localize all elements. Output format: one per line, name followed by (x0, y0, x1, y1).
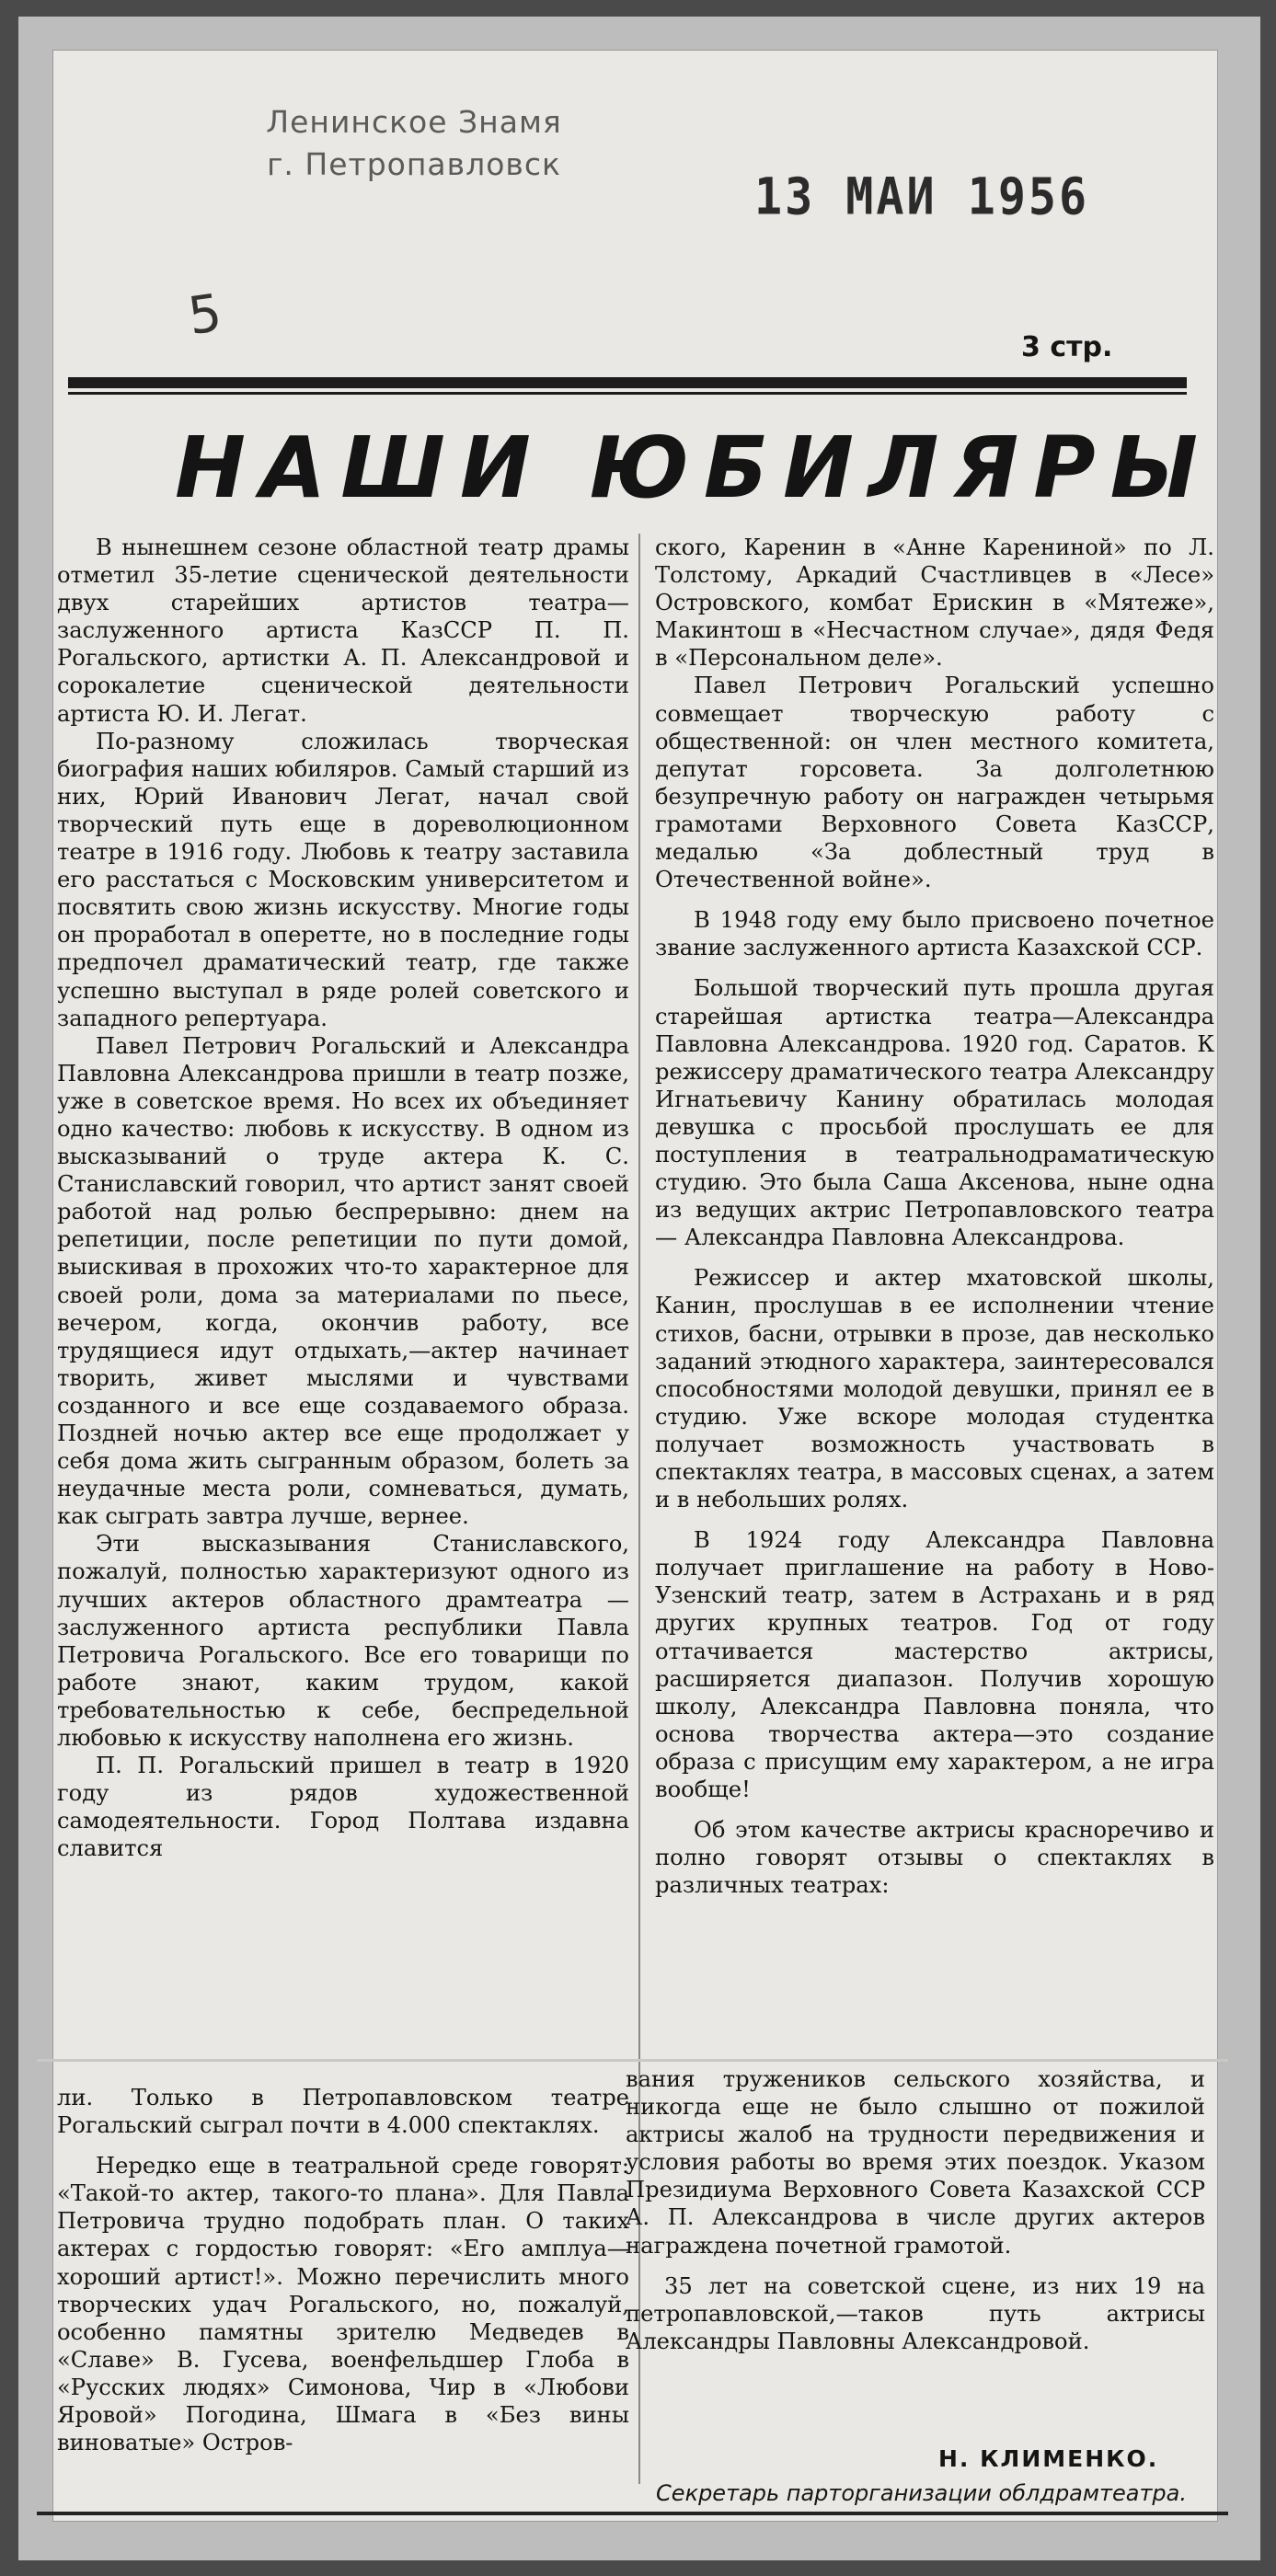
column-left-bottom (57, 2084, 629, 2456)
headline: НАШИ ЮБИЛЯРЫ (175, 419, 1213, 517)
stamp-city: г. Петропавловск (267, 146, 561, 182)
bottom-rule (37, 2512, 1228, 2515)
paragraph: Эти высказывания Станиславского, пожалуй, полностью характеризуют одного из лучших актеров областного драмтеатра —заслуженного артиста республики Павла Петровича Рогальского. Все его товарищи по работе знают, каким трудом, какой требовательностью к себе, беспредельной любовью к искусству наполнена его жизнь. (57, 1531, 629, 1752)
paragraph: В 1948 году ему было присвоено почетное звание заслуженного артиста Казахской ССР. (655, 907, 1214, 961)
paste-seam (37, 2059, 1228, 2062)
column-right-top (655, 534, 1214, 1899)
newspaper-stamp (221, 101, 607, 186)
paragraph: Большой творческий путь прошла другая старейшая артистка театра—Александра Павловна Александрова. 1920 год. Саратов. К режиссеру драматического театра Александру Игнатьевичу Канину обратилась молодая девушка с просьбой прослушать ее для поступления в театральнодраматическую студию. Это была Саша Аксенова, ныне одна из ведущих актрис Петропавловского театра — Александра Павловна Александрова. (655, 975, 1214, 1251)
author-title: Секретарь парторганизации облдрамтеатра. (656, 2480, 1187, 2506)
paragraph: По-разному сложилась творческая биография наших юбиляров. Самый старший из них, Юрий Иванович Легат, начал свой творческий путь еще в дореволюционном театре в 1916 году. Любовь к театру заставила его расстаться с Московским университетом и посвятить свою жизнь искусству. Многие годы он проработал в оперетте, но в последние годы предпочел драматический театр, где также успешно выступал в ряде ролей советского и западного репертуара. (57, 728, 629, 1031)
paragraph: В 1924 году Александра Павловна получает приглашение на работу в Ново-Узенский театр, затем в Астрахань и в ряд других крупных театров. Год от году оттачивается мастерство актрисы, расширяется диапазон. Получив хорошую школу, Александра Павловна поняла, что основа творчества актера—это создание образа с присущим ему характером, а не игра вообще! (655, 1527, 1214, 1803)
handwritten-mark: 5 (184, 282, 225, 348)
column-left-top (57, 534, 629, 1863)
author-name: Н. КЛИМЕНКО. (938, 2445, 1159, 2472)
paragraph: ли. Только в Петропавловском театре Рогальский сыграл почти в 4.000 спектаклях. (57, 2085, 629, 2139)
paragraph: вания тружеников сельского хозяйства, и никогда еще не было слышно от пожилой актрисы жалоб на трудности передвижения и условия работы во время этих поездок. Указом Президиума Верховного Совета Казахской ССР А. П. Александрова в числе других актеров награждена почетной грамотой. (626, 2066, 1205, 2259)
stamp-newspaper-name: Ленинское Знамя (266, 104, 562, 140)
paragraph: Павел Петрович Рогальский и Александра Павловна Александрова пришли в театр позже, уже в советское время. Но всех их объединяет одно качество: любовь к искусству. В одном из высказываний о труде актера К. С. Станиславский говорил, что артист занят своей работой над ролью беспрерывно: днем на репетиции, после репетиции по пути домой, выискивая в прохожих что-то характерное для своей роли, дома за материалами по пьесе, вечером, когда, окончив работу, все трудящиеся идут отдыхать,—актер начинает творить, живет мыслями и чувствами созданного и все еще создаваемого образа. Поздней ночью актер все еще продолжает у себя дома жить сыгранным образом, болеть за неудачные места роли, сомневаться, думать, как сыграть завтра лучше, вернее. (57, 1032, 629, 1530)
header-rule (68, 377, 1187, 388)
paragraph: Об этом качестве актрисы красноречиво и полно говорят отзывы о спектаклях в различных театрах: (655, 1817, 1214, 1899)
header-rule-thin (68, 392, 1187, 395)
paragraph: Павел Петрович Рогальский успешно совмещает творческую работу с общественной: он член местного комитета, депутат горсовета. За долголетнюю безупречную работу он награжден четырьмя грамотами Верховного Совета КазССР, медалью «За доблестный труд в Отечественной войне». (655, 673, 1214, 893)
date-stamp: 13 МАИ 1956 (754, 167, 1090, 226)
paragraph: В нынешнем сезоне областной театр драмы отметил 35-летие сценической деятельности двух старейших артистов театра—заслуженного артиста КазССР П. П. Рогальского, артистки А. П. Александровой и сорокалетие сценической деятельности артиста Ю. И. Легат. (57, 535, 629, 727)
column-right-bottom (626, 2065, 1205, 2355)
paragraph: ского, Каренин в «Анне Карениной» по Л. Толстому, Аркадий Счастливцев в «Лесе» Островского, комбат Ерискин в «Мятеже», Макинтош в «Несчастном случае», дядя Федя в «Персональном деле». (655, 535, 1214, 672)
paragraph: 35 лет на советской сцене, из них 19 на петропавловской,—таков путь актрисы Александры Павловны Александровой. (626, 2272, 1205, 2354)
paragraph: П. П. Рогальский пришел в театр в 1920 году из рядов художественной самодеятельности. Город Полтава издавна славится (57, 1753, 629, 1862)
paragraph: Нередко еще в театральной среде говорят: «Такой-то актер, такого-то плана». Для Павла Петровича трудно подобрать план. О таких актерах с гордостью говорят: «Его амплуа—хороший артист!». Можно перечислить много творческих удач Рогальского, но, пожалуй, особенно памятны зрителю Медведев в «Славе» В. Гусева, военфельдшер Глоба в «Русских людях» Симонова, Чир в «Любови Яровой» Погодина, Шмага в «Без вины виноватые» Остров- (57, 2153, 629, 2456)
paragraph: Режиссер и актер мхатовской школы, Канин, прослушав в ее исполнении чтение стихов, басни, отрывки в прозе, дав несколько заданий этюдного характера, заинтересовался способностями молодой девушки, принял ее в студию. Уже вскоре молодая студентка получает возможность участвовать в спектаклях театра, в массовых сценах, а затем и в небольших ролях. (655, 1265, 1214, 1513)
page-number: 3 стр. (1021, 331, 1113, 363)
